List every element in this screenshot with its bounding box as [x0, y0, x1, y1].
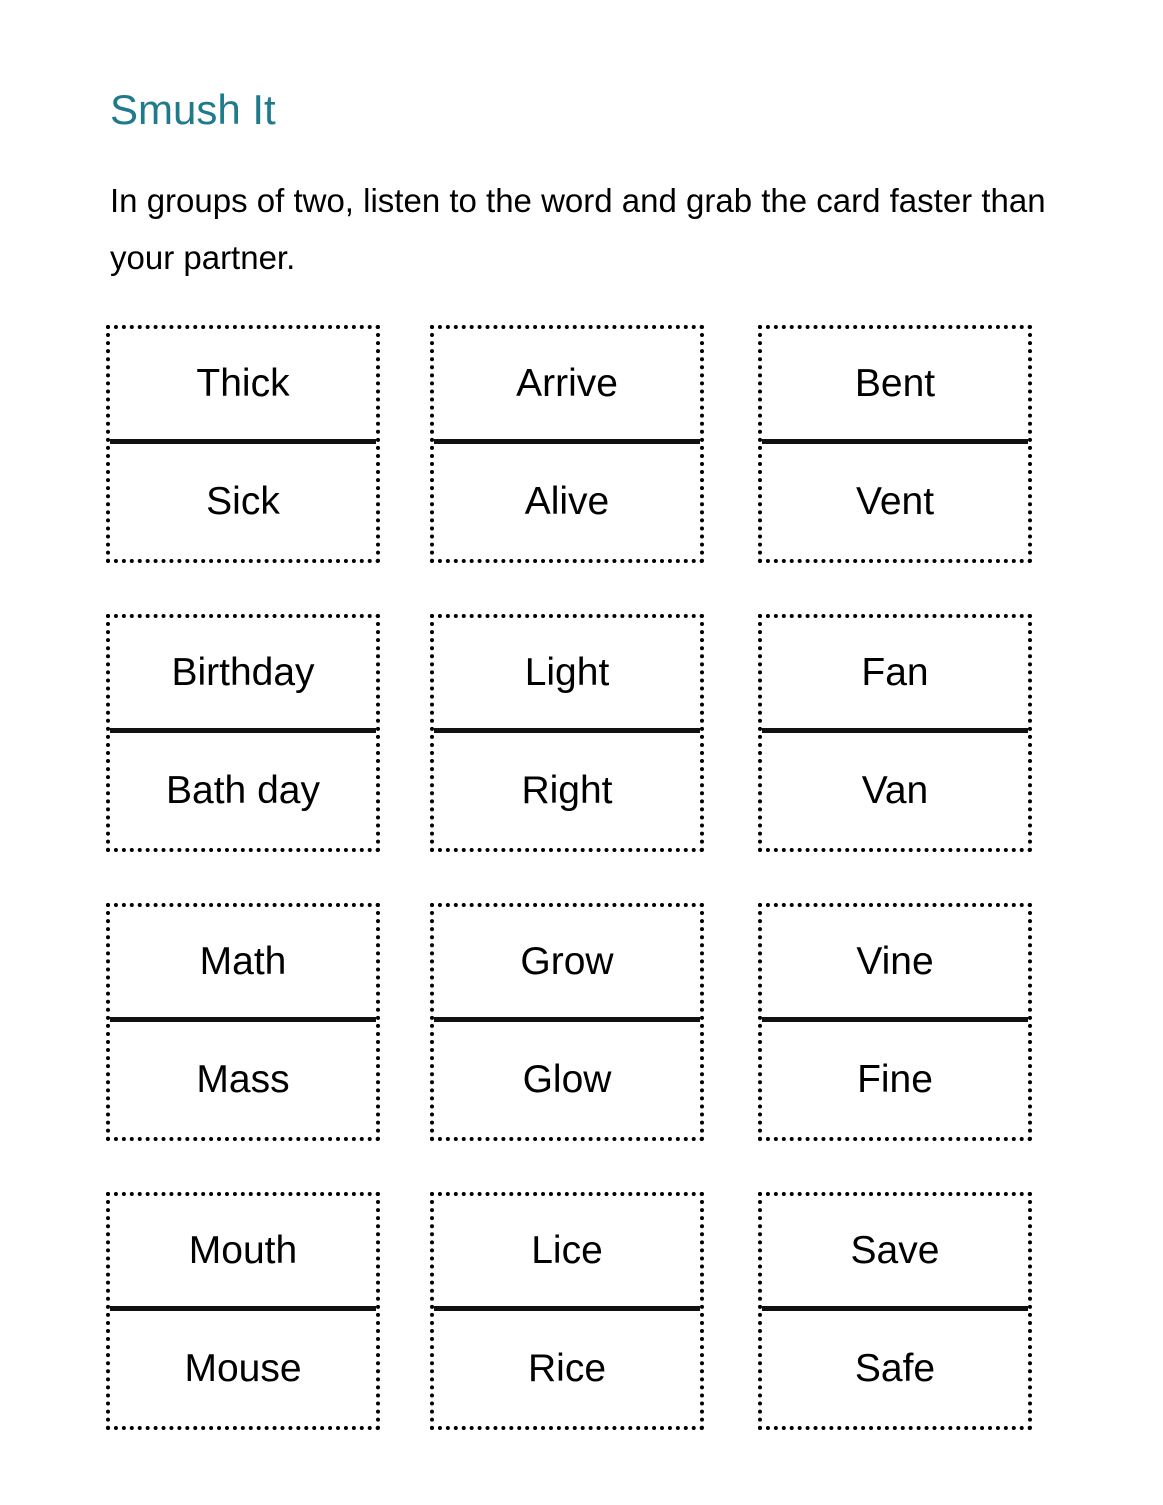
word-card[interactable]	[106, 614, 380, 852]
word-bottom: Fine	[857, 1057, 933, 1101]
word-card[interactable]	[106, 903, 380, 1141]
word-top: Arrive	[434, 329, 700, 444]
word-top: Thick	[110, 329, 376, 444]
word-top: Save	[762, 1196, 1028, 1311]
page-title: Smush It	[110, 86, 276, 133]
word-top: Fan	[762, 618, 1028, 733]
word-bottom: Mass	[196, 1057, 290, 1101]
word-bottom: Sick	[206, 479, 280, 523]
word-card[interactable]	[758, 903, 1032, 1141]
instructions: In groups of two, listen to the word and grab the card faster than your partner.	[110, 182, 1046, 276]
word-top: Bent	[762, 329, 1028, 444]
word-bottom: Mouse	[184, 1346, 302, 1390]
word-card[interactable]	[106, 325, 380, 563]
word-bottom: Rice	[527, 1346, 607, 1390]
word-bottom: Vent	[855, 479, 935, 523]
word-top: Mouth	[110, 1196, 376, 1311]
word-top: Birthday	[110, 618, 376, 733]
word-top: Light	[434, 618, 700, 733]
word-card[interactable]	[106, 1192, 380, 1430]
word-card[interactable]	[758, 325, 1032, 563]
word-card[interactable]	[758, 1192, 1032, 1430]
word-bottom: Alive	[524, 479, 610, 523]
word-card[interactable]	[430, 325, 704, 563]
word-bottom: Van	[861, 768, 929, 812]
word-bottom: Bath day	[166, 768, 320, 812]
word-bottom: Safe	[854, 1346, 936, 1390]
word-top: Vine	[762, 907, 1028, 1022]
word-bottom: Glow	[522, 1057, 612, 1101]
word-top: Lice	[434, 1196, 700, 1311]
word-card[interactable]	[430, 614, 704, 852]
word-card-grid	[106, 325, 1028, 1430]
word-card[interactable]	[430, 903, 704, 1141]
word-top: Math	[110, 907, 376, 1022]
word-card[interactable]	[430, 1192, 704, 1430]
word-top: Grow	[434, 907, 700, 1022]
word-bottom: Right	[521, 768, 613, 812]
word-card[interactable]	[758, 614, 1032, 852]
